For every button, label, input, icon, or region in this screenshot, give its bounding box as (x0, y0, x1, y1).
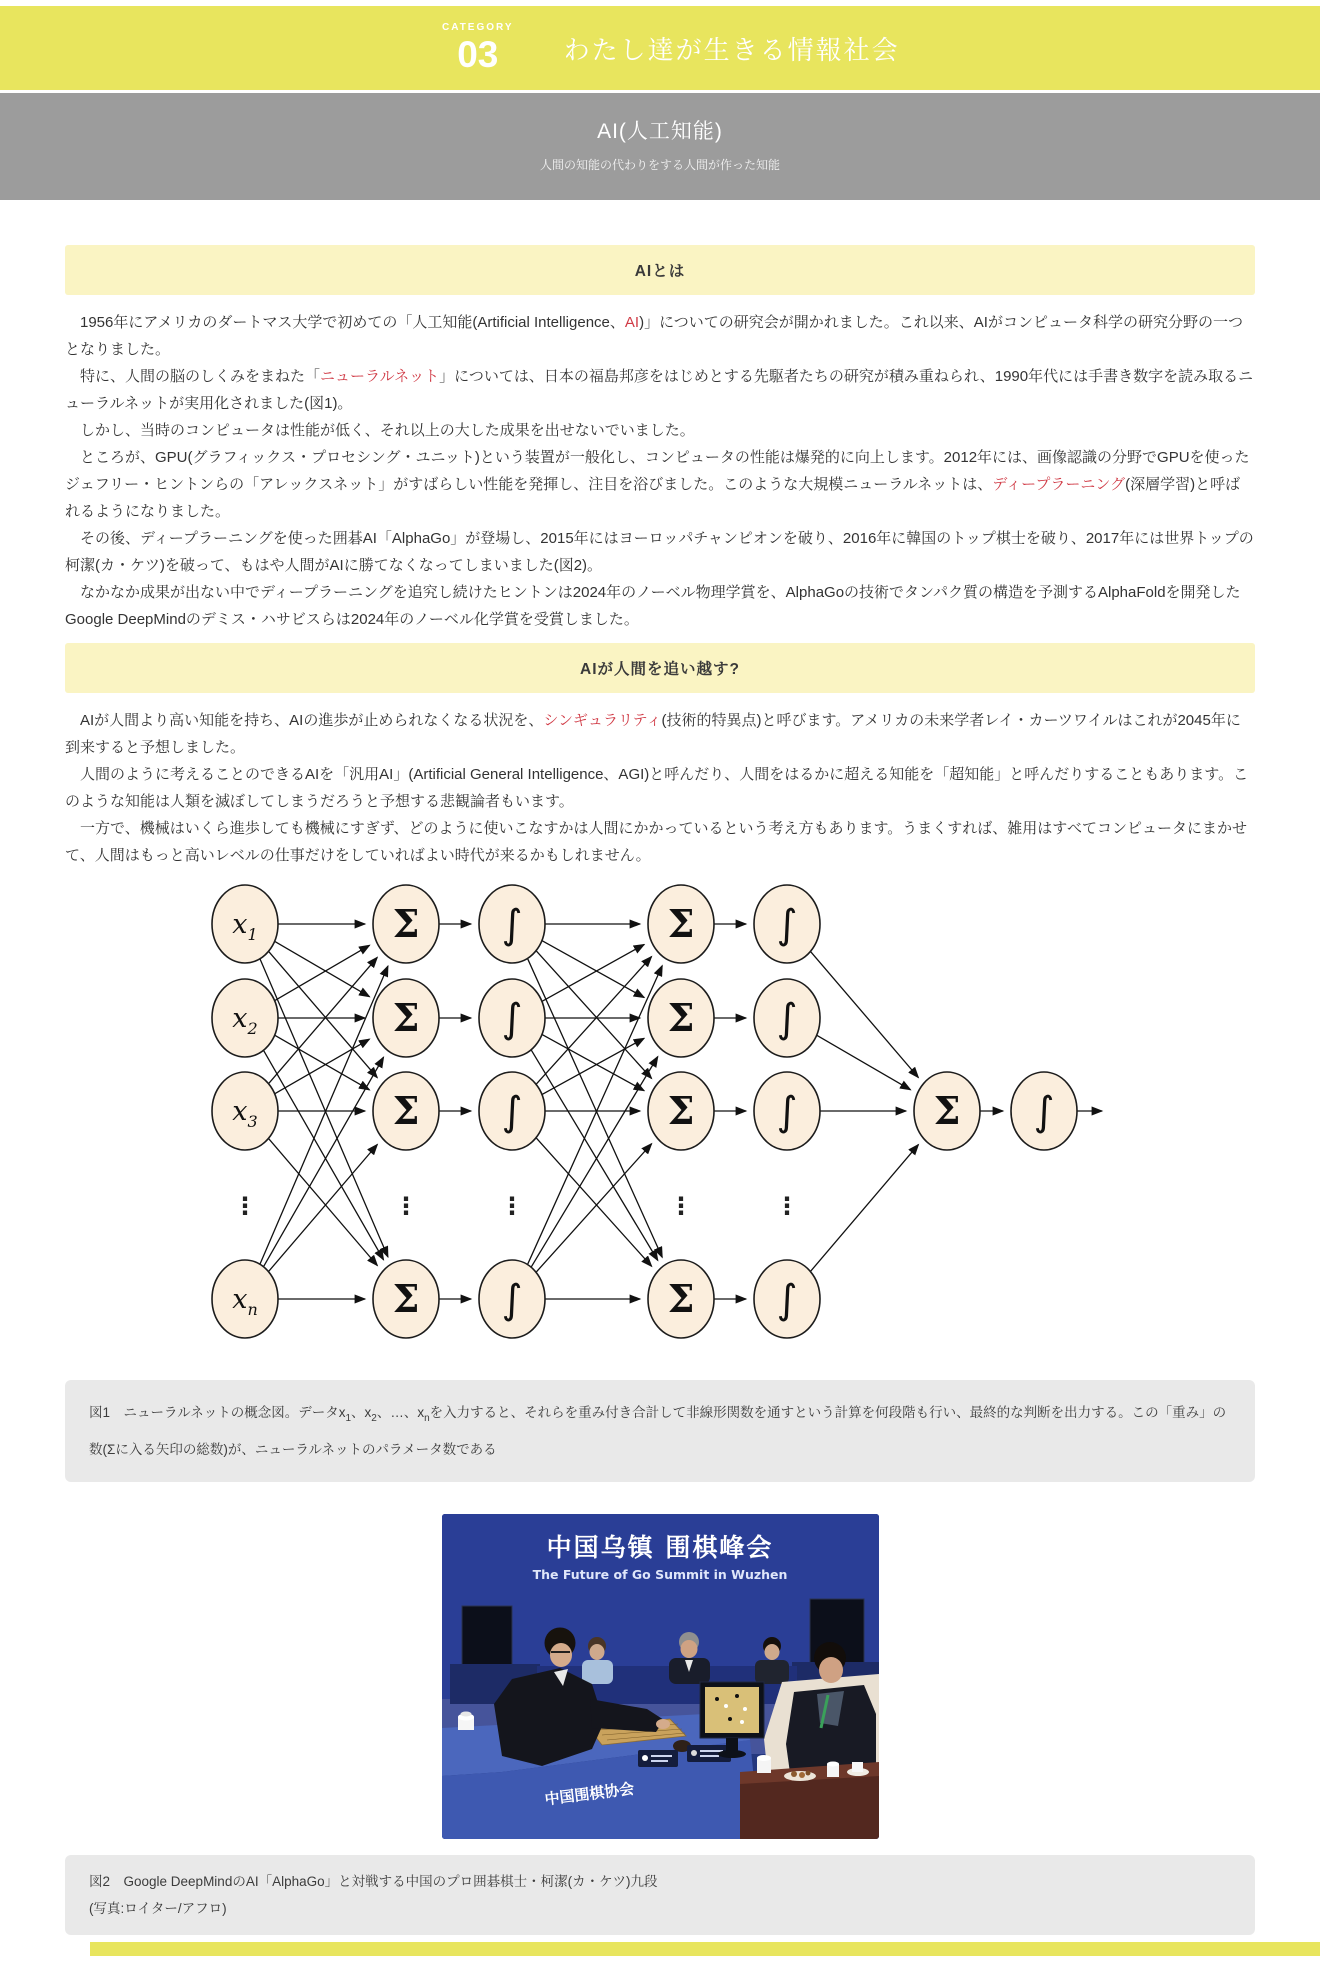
weight-arrow (269, 951, 378, 1077)
svg-text:Σ: Σ (933, 1088, 961, 1133)
weight-arrow (531, 1057, 658, 1268)
text-run: 」については、日本の福島邦彦をはじめとする先駆者たちの研究が積み重ねられ、1990年代には手書き数字を読み取るニューラルネットが実用化されました(図1)。 (65, 368, 1254, 412)
category-number: 03 (457, 34, 499, 75)
sum-node (373, 1260, 439, 1338)
category-band (0, 6, 1320, 90)
section-heading-ai-toha: AIとは (65, 245, 1255, 295)
weight-arrow (275, 941, 370, 996)
weight-arrow (260, 966, 388, 1264)
paragraph (65, 309, 1255, 363)
category-band-inner (442, 23, 900, 73)
topic-title: AI(人工知能) (597, 120, 723, 143)
photo-side-table (740, 1755, 879, 1839)
weight-arrow (528, 966, 663, 1265)
text-run: 図1 ニューラルネットの概念図。データx (89, 1405, 346, 1420)
sum-node (373, 979, 439, 1057)
weight-arrow (810, 951, 918, 1077)
svg-text:Σ: Σ (667, 901, 695, 946)
paragraph (65, 363, 1255, 417)
sum-node (648, 979, 714, 1057)
svg-text:∫: ∫ (501, 902, 523, 948)
text-run: )」についての研究会が開かれました。これ以来、AIがコンピュータ科学の研究分野の一つとなりました。 (65, 314, 1243, 358)
activation-node (479, 885, 545, 963)
keyword-red: ニューラルネット (320, 368, 440, 385)
svg-text:x3: $x_3$ (232, 1096, 258, 1131)
next-category-band (90, 1942, 1320, 1956)
weight-arrow (542, 1034, 644, 1090)
weight-arrow (264, 1057, 384, 1266)
weight-arrow (260, 959, 388, 1257)
svg-text:∫: ∫ (776, 902, 798, 948)
activation-node (479, 1260, 545, 1338)
section-heading-ai-overtake: AIが人間を追い越す? (65, 643, 1255, 693)
svg-text:Σ: Σ (667, 1276, 695, 1321)
sum-node (373, 885, 439, 963)
text-run: 人間のように考えることのできるAIを「汎用AI」(Artificial General Intelligence、AGI)と呼んだり、人間をはるかに超える知能を「超知能」と呼んだりすることもあります。このような知能は人類を滅ぼしてしまうだろうと予想する悲観論者もいます。 (65, 766, 1249, 810)
svg-text:Σ: Σ (667, 995, 695, 1040)
figure2-caption-line1: 図2 Google DeepMindのAI「AlphaGo」と対戦する中国のプロ囲碁棋士・柯潔(カ・ケツ)九段 (89, 1874, 658, 1889)
weight-arrow (817, 1035, 911, 1090)
activation-node (754, 1260, 820, 1338)
sum-node (648, 885, 714, 963)
content (0, 245, 1320, 1935)
paragraph (65, 525, 1255, 579)
activation-node (479, 979, 545, 1057)
paragraph (65, 417, 1255, 444)
category-title: わたし達が生きる情報社会 (563, 34, 900, 65)
subscript: n (424, 1413, 430, 1424)
subscript: 1 (345, 1413, 352, 1424)
ellipsis-dots: ⋮ (500, 1192, 524, 1220)
svg-text:Σ: Σ (392, 1276, 420, 1321)
paragraph (65, 707, 1255, 761)
category-label: CATEGORY (442, 22, 514, 33)
svg-text:xn: $x_n$ (232, 1284, 258, 1319)
neural-net-svg (195, 875, 1115, 1345)
svg-text:Σ: Σ (392, 995, 420, 1040)
topic-banner (0, 93, 1320, 200)
input-node (212, 1260, 278, 1338)
figure2-caption-line2: (写真:ロイター/アフロ) (89, 1901, 227, 1916)
section-1-body (65, 309, 1255, 633)
activation-node (754, 885, 820, 963)
go-summit-photo (442, 1514, 879, 1839)
photo-banner-text-cn: 中国乌镇 围棋峰会 (546, 1533, 773, 1562)
weight-arrow (275, 945, 370, 1000)
text-run: しかし、当時のコンピュータは性能が低く、それ以上の大した成果を出せないでいました。 (80, 422, 695, 439)
text-run: なかなか成果が出ない中でディープラーニングを追究し続けたヒントンは2024年のノーベル物理学賞を、AlphaGoの技術でタンパク質の構造を予測するAlphaFoldを開発したGoogle DeepMindのデミス・ハサビスらは2024年のノーベル化学賞を受賞しました。 (65, 584, 1241, 628)
figure1-neural-net-diagram (195, 875, 1255, 1350)
weight-arrow (536, 1138, 652, 1267)
svg-text:∫: ∫ (776, 1277, 798, 1323)
text-run: (技術的特異点)と呼びます。アメリカの未来学者レイ・カーツワイルはこれが2045年に到来すると予想しました。 (65, 712, 1241, 756)
figure1-caption (65, 1380, 1255, 1482)
text-run: 一方で、機械はいくら進歩しても機械にすぎず、どのように使いこなすかは人間にかかっているという考え方もあります。うまくすれば、雑用はすべてコンピュータにまかせて、人間はもっと高いレベルの仕事だけをしていればよい時代が来るかもしれません。 (65, 820, 1248, 864)
svg-text:∫: ∫ (501, 996, 523, 1042)
activation-node (754, 1072, 820, 1150)
category-block (442, 23, 514, 73)
photo-banner-text-en: The Future of Go Summit in Wuzhen (532, 1567, 787, 1582)
input-node (212, 885, 278, 963)
sum-node (648, 1260, 714, 1338)
svg-text:∫: ∫ (776, 1089, 798, 1135)
svg-text:x2: $x_2$ (232, 1003, 258, 1038)
section-2-body (65, 707, 1255, 869)
svg-text:Σ: Σ (392, 1088, 420, 1133)
figure2-photo (442, 1514, 879, 1839)
weight-arrow (268, 1138, 377, 1265)
text-run: を入力すると、それらを重み付き合計して非線形関数を通すという計算を何段階も行い、最終的な判断を出力する。この「重み」の数(Σに入る矢印の総数)が、ニューラルネットのパラメータ数である (89, 1405, 1227, 1457)
sum-node (373, 1072, 439, 1150)
figure2-caption (65, 1855, 1255, 1935)
ellipsis-dots: ⋮ (669, 1192, 693, 1220)
activation-node (754, 979, 820, 1057)
svg-text:Σ: Σ (392, 901, 420, 946)
keyword-red: AI (624, 314, 640, 331)
activation-node (479, 1072, 545, 1150)
svg-text:∫: ∫ (501, 1089, 523, 1135)
paragraph (65, 815, 1255, 869)
weight-arrow (542, 941, 644, 998)
weight-arrow (269, 957, 378, 1083)
topic-subtitle: 人間の知能の代わりをする人間が作った知能 (539, 158, 780, 172)
weight-arrow (542, 1038, 644, 1094)
activation-node (1011, 1072, 1077, 1150)
svg-text:Σ: Σ (667, 1088, 695, 1133)
ellipsis-dots: ⋮ (233, 1192, 257, 1220)
weight-arrow (264, 1050, 384, 1259)
svg-text:∫: ∫ (501, 1277, 523, 1323)
text-run: その後、ディープラーニングを使った囲碁AI「AlphaGo」が登場し、2015年にはヨーロッパチャンピオンを破り、2016年に韓国のトップ棋士を破り、2017年には世界トップの柯潔(カ・ケツ)を破って、もはや人間がAIに勝てなくなってしまいました(図2)。 (65, 530, 1254, 574)
sum-node (914, 1072, 980, 1150)
subscript: 2 (371, 1413, 377, 1424)
ellipsis-dots: ⋮ (775, 1192, 799, 1220)
weight-arrow (275, 1039, 370, 1094)
text-run: 特に、人間の脳のしくみをまねた「 (80, 368, 321, 385)
text-run: 、…、x (376, 1405, 425, 1420)
text-run: AIが人間より高い知能を持ち、AIの進歩が止められなくなる状況を、 (80, 712, 544, 729)
weight-arrow (536, 957, 651, 1085)
sum-node (648, 1072, 714, 1150)
text-run: ところが、GPU(グラフィックス・プロセシング・ユニット)という装置が一般化し、コンピュータの性能は爆発的に向上します。2012年には、画像認識の分野でGPUを使ったジェフリー・ヒントンらの「アレックスネット」がすばらしい性能を発揮し、注目を浴びました。このような大規模ニューラルネットは、 (65, 449, 1250, 493)
photo-table-label: 中国围棋协会 (543, 1779, 635, 1809)
weight-arrow (810, 1145, 918, 1272)
weight-arrow (542, 944, 644, 1001)
text-run: (深層学習)と呼ばれるようになりました。 (65, 476, 1241, 520)
svg-text:∫: ∫ (776, 996, 798, 1042)
paragraph (65, 579, 1255, 633)
keyword-red: シンギュラリティ (543, 712, 662, 729)
weight-arrow (528, 958, 663, 1257)
svg-text:∫: ∫ (1033, 1089, 1055, 1135)
paragraph (65, 444, 1255, 525)
input-node (212, 979, 278, 1057)
paragraph (65, 761, 1255, 815)
ellipsis-dots: ⋮ (394, 1192, 418, 1220)
text-run: 、x (351, 1405, 372, 1420)
weight-arrow (531, 1050, 658, 1261)
text-run: 1956年にアメリカのダートマス大学で初めての「人工知能(Artificial Intelligence、 (80, 314, 625, 331)
keyword-red: ディープラーニング (992, 476, 1126, 493)
input-node (212, 1072, 278, 1150)
svg-text:x1: $x_1$ (232, 909, 258, 944)
